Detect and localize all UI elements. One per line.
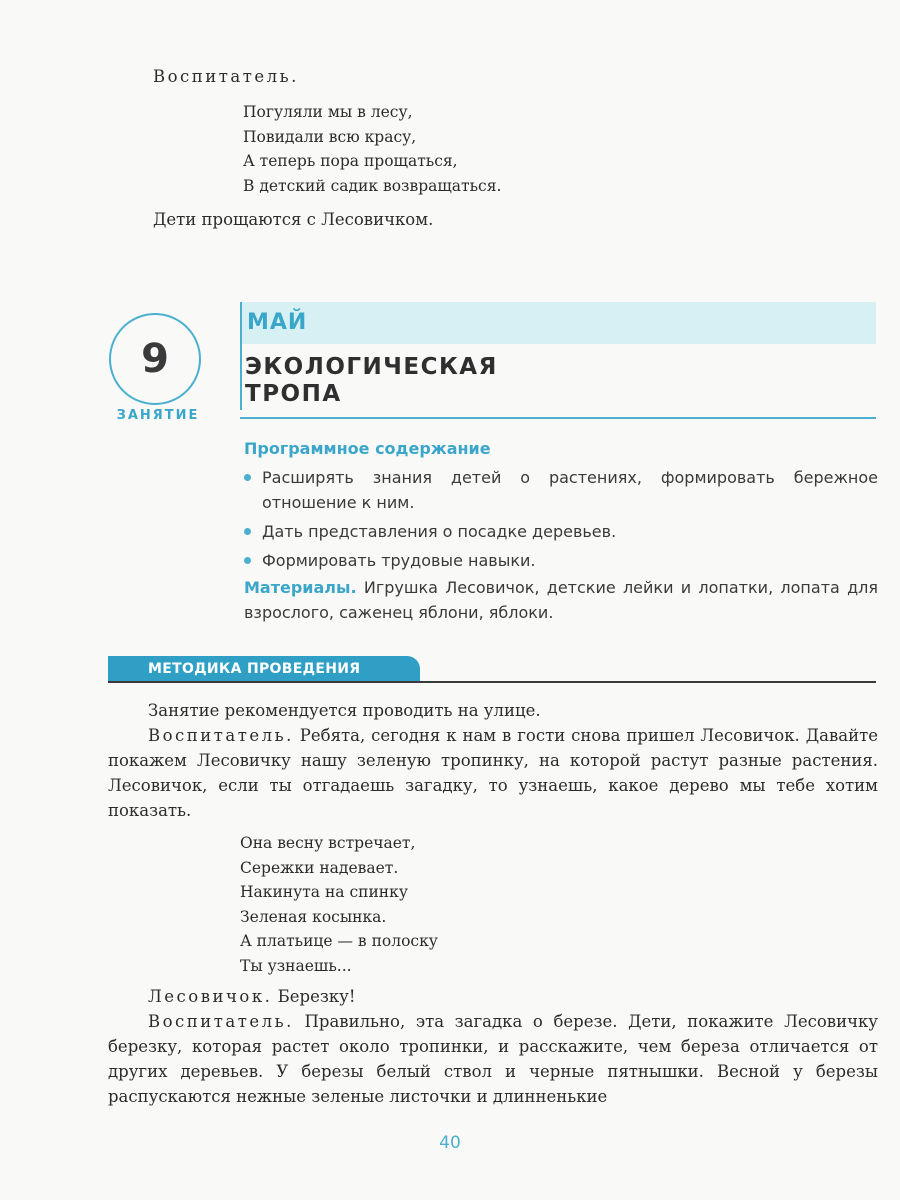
- speaker-label: Воспитатель.: [148, 726, 294, 745]
- verse-line: Ты узнаешь...: [240, 956, 352, 975]
- lesson-title-line: ЭКОЛОГИЧЕСКАЯ: [245, 354, 498, 380]
- lesson-title: [245, 354, 498, 408]
- lesson-label: ЗАНЯТИЕ: [116, 408, 200, 423]
- materials-label: Материалы.: [244, 578, 357, 597]
- bullet-icon: [244, 528, 251, 535]
- list-item: [244, 519, 878, 544]
- verse-line: В детский садик возвращаться.: [243, 176, 502, 195]
- dialogue-text: Ребята, сегодня к нам в гости снова пришел Лесовичок. Давайте покажем Лесовичку нашу зеленую тропинку, на которой растут разные растения. Лесовичок, если ты отгадаешь загадку, то узнаешь, какое дерево мы тебе хотим показать.: [108, 726, 878, 820]
- month-banner: МАЙ: [240, 302, 876, 344]
- bullet-icon: [244, 474, 251, 481]
- program-content-heading: Программное содержание: [244, 439, 491, 458]
- bullet-text: Формировать трудовые навыки.: [262, 551, 536, 570]
- method-paragraph: [108, 1009, 878, 1109]
- speaker-label: Воспитатель.: [153, 67, 299, 86]
- speaker-label: Лесовичок.: [148, 987, 273, 1006]
- bullet-text: Расширять знания детей о растениях, формировать бережное отношение к ним.: [262, 468, 878, 512]
- verse-line: Повидали всю красу,: [243, 127, 417, 146]
- lesson-number-badge: 9: [109, 313, 201, 405]
- verse-line: Накинута на спинку: [240, 883, 408, 901]
- verse-line: А платьице — в полоску: [240, 932, 438, 950]
- verse-line: Она весну встречает,: [240, 834, 416, 852]
- riddle-verse: [240, 831, 438, 978]
- farewell-verse: [243, 100, 501, 198]
- list-item: [244, 465, 878, 515]
- method-paragraph: [108, 984, 878, 1009]
- bullet-text: Дать представления о посадке деревьев.: [262, 522, 617, 541]
- verse-line: Погуляли мы в лесу,: [243, 103, 413, 121]
- method-divider: [108, 681, 876, 683]
- verse-line: Зеленая косынка.: [240, 907, 387, 926]
- header-accent-line: [240, 302, 242, 410]
- materials-paragraph: [244, 575, 878, 625]
- speaker-label: Воспитатель.: [148, 1012, 294, 1031]
- dialogue-text: Правильно, эта загадка о березе. Дети, покажите Лесовичку березку, которая растет около тропинки, и расскажите, чем береза отличается от других деревьев. У березы белый ствол и черные пятнышки. Весной у березы распускаются нежные зеленые листочки и длинненькие: [108, 1012, 878, 1106]
- page-number: 40: [439, 1133, 461, 1153]
- lesson-title-line: ТРОПА: [245, 381, 342, 407]
- method-paragraph: [108, 723, 878, 823]
- dialogue-text: Березку!: [277, 987, 356, 1006]
- verse-line: А теперь пора прощаться,: [243, 152, 458, 170]
- method-section-heading: МЕТОДИКА ПРОВЕДЕНИЯ: [108, 656, 420, 682]
- verse-line: Сережки надевает.: [240, 858, 399, 877]
- closing-line: Дети прощаются с Лесовичком.: [153, 210, 434, 229]
- method-paragraph: Занятие рекомендуется проводить на улице.: [148, 701, 541, 720]
- title-divider: [240, 417, 876, 419]
- materials-text: Игрушка Лесовичок, детские лейки и лопатки, лопата для взрослого, саженец яблони, яблоки.: [244, 578, 878, 622]
- program-bullet-list: [244, 465, 878, 577]
- bullet-icon: [244, 557, 251, 564]
- list-item: [244, 548, 878, 573]
